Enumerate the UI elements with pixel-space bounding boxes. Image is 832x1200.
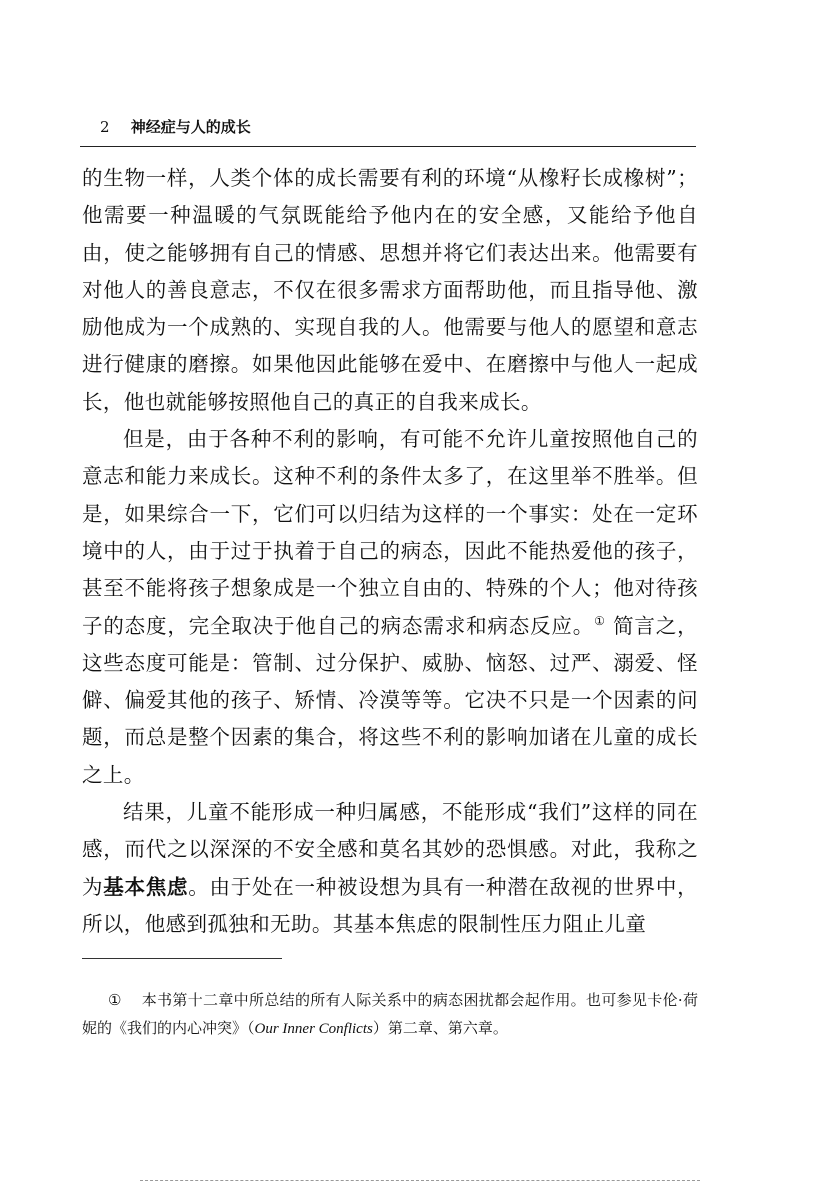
body-text [82, 160, 698, 943]
paragraph-2-text-b: 简言之，这些态度可能是：管制、过分保护、威胁、恼怒、过严、溺爱、怪僻、偏爱其他的孩子、矫情、冷漠等等。它决不只是一个因素的问题，而总是整个因素的集合，将这些不利的影响加诸在儿童的成长之上。 [82, 613, 698, 787]
paragraph-3-text-a: 结果，儿童不能形成一种归属感，不能形成“我们”这样的同在感，而代之以深深的不安全感和莫名其妙的恐惧感。对此，我称之为 [82, 800, 698, 899]
footnote-text-b: ）第二章、第六章。 [372, 1019, 508, 1037]
footnote-reference[interactable]: ① [594, 613, 606, 628]
key-term: 基本焦虑 [103, 874, 189, 899]
bottom-scan-marks [140, 1180, 700, 1181]
footnote-latin-title: Our Inner Conflicts [254, 1021, 373, 1037]
page-number: 2 [100, 118, 110, 136]
paragraph-1: 的生物一样，人类个体的成长需要有利的环境“从橡籽长成橡树”；他需要一种温暖的气氛既能给予他内在的安全感，又能给予他自由，使之能够拥有自己的情感、思想并将它们表达出来。他需要有对他人的善良意志，不仅在很多需求方面帮助他，而且指导他、激励他成为一个成熟的、实现自我的人。他需要与他人的愿望和意志进行健康的磨擦。如果他因此能够在爱中、在磨擦中与他人一起成长，他也就能够按照他自己的真正的自我来成长。 [82, 166, 698, 414]
footnote-rule [82, 958, 282, 959]
footnote [82, 986, 698, 1043]
running-header [100, 118, 696, 136]
header-rule [80, 146, 696, 147]
running-title: 神经症与人的成长 [130, 118, 251, 136]
footnote-marker: ① [108, 991, 122, 1009]
footnote-text-a: 本书第十二章中所总结的所有人际关系中的病态困扰都会起作用。也可参见卡伦·荷妮的《我们的内心冲突》（ [82, 991, 698, 1037]
paragraph-3 [82, 794, 698, 943]
paragraph-2-text-a: 但是，由于各种不利的影响，有可能不允许儿童按照他自己的意志和能力来成长。这种不利的条件太多了，在这里举不胜举。但是，如果综合一下，它们可以归结为这样的一个事实：处在一定环境中的人，由于过于执着于自己的病态，因此不能热爱他的孩子，甚至不能将孩子想象成是一个独立自由的、特殊的个人；他对待孩子的态度，完全取决于他自己的病态需求和病态反应。 [82, 427, 698, 638]
paragraph-3-text-b: 。由于处在一种被设想为具有一种潜在敌视的世界中，所以，他感到孤独和无助。其基本焦虑的限制性压力阻止儿童 [82, 874, 698, 936]
paragraph-2 [82, 421, 698, 794]
